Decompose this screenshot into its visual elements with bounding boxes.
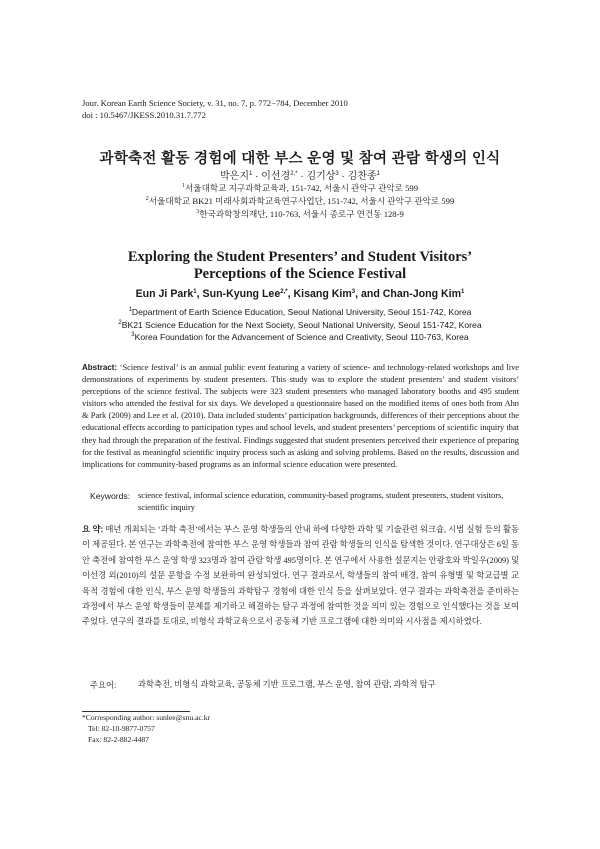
korean-keywords-text: 과학축전, 비형식 과학교육, 공동체 기반 프로그램, 부스 운영, 참여 관람, 과학적 탐구 (138, 680, 436, 689)
author-separator: · (297, 171, 307, 182)
english-title (30, 249, 570, 283)
keywords (82, 490, 519, 514)
korean-keywords-label: 주요어: (90, 680, 117, 690)
author-connector: , (287, 288, 294, 300)
affiliation-sup: 3 (196, 208, 200, 215)
author-name: Sun-Kyung Lee (202, 288, 281, 300)
affiliation-text: Korea Foundation for the Advancement of Science and Creativity, Seoul 110-763, Korea (134, 332, 469, 343)
korean-abstract-label: 요 약: (82, 524, 104, 534)
author-connector: , and (355, 288, 383, 300)
author-sup: 3 (351, 289, 356, 295)
english-authors (30, 288, 570, 300)
doi: doi : 10.5467/JKESS.2010.31.7.772 (82, 110, 206, 120)
footnote (82, 713, 210, 746)
korean-affiliations (30, 182, 570, 220)
korean-authors (30, 167, 570, 182)
affiliation (30, 182, 570, 195)
affiliation (30, 306, 570, 319)
affiliation-sup: 2 (118, 319, 122, 326)
corresponding-author: *Corresponding author: sunlee@snu.ac.kr (82, 713, 211, 722)
author-sup: 1 (376, 171, 380, 177)
author-name: Eun Ji Park (135, 288, 194, 300)
author-name: 김기상 (306, 171, 336, 182)
affiliation-text: Department of Earth Science Education, Seoul National University, Seoul 151-742, Korea (131, 307, 472, 317)
english-title-line: Perceptions of the Science Festival (193, 266, 407, 282)
affiliation-text: 서울대학교 BK21 미래사회과학교육연구사업단, 151-742, 서울시 관악구 관악로 599 (148, 195, 455, 206)
author-name: 이선경 (261, 171, 291, 182)
abstract (82, 362, 519, 471)
author-sup: 1 (248, 171, 253, 177)
affiliation-text: 한국과학창의재단, 110-763, 서울시 종로구 연건동 128-9 (199, 208, 404, 219)
author-name: 박은지 (220, 171, 249, 182)
korean-keywords (82, 679, 519, 691)
abstract-text: ‘Science festival’ is an annual public event featuring a variety of science- and technology-related workshops and live demonstrations of experiments by student presenters. This study was to explore the student presenters’ and student visitors’ perceptions of the science festival. The subjects were 323 student presenters who managed laboratory booths and 495 student visitors who attended the festival for six days. We developed a questionnaire based on the modified items of ones both from Ahn & Park (2009) and Lee et al. (2010). Data included students’ participation backgrounds, differences of their perceptions about the educational effects according to participation types and school levels, and student presenters’ perceptions of scientific inquiry that they had through the preparation of the festival. Findings suggested that student presenters perceived their experience of preparing for the festival as meaningful scientific inquiry process such as asking and solving problems. Based on the results, discussion and implications for community-based programs as an informal science education were presented. (82, 363, 519, 469)
author-name: Chan-Jong Kim (382, 288, 462, 300)
abstract-label: Abstract: (82, 363, 118, 372)
keywords-text: science festival, informal science education, community-based programs, student presenters, student visitors, scientific inquiry (138, 491, 504, 513)
affiliation-text: BK21 Science Education for the Next Society, Seoul National University, Seoul 151-742, Korea (121, 319, 482, 330)
affiliation (30, 195, 570, 208)
korean-title: 과학축전 활동 경험에 대한 부스 운영 및 참여 관람 학생의 인식 (99, 151, 501, 167)
affiliation-sup: 1 (181, 183, 185, 189)
author-connector: , (196, 288, 203, 300)
author-separator: · (252, 171, 262, 182)
affiliation-text: 서울대학교 지구과학교육과, 151-742, 서울시 관악구 관악로 599 (184, 183, 419, 193)
footnote-divider (82, 711, 190, 712)
journal-citation: Jour. Korean Earth Science Society, v. 31, no. 7, p. 772−784, December 2010 (82, 98, 348, 108)
telephone: Tel: 82-10-9877-0757 (88, 723, 155, 733)
author-separator: · (338, 171, 348, 182)
author-sup: 3 (335, 171, 339, 177)
journal-header (82, 97, 522, 121)
affiliation-sup: 1 (128, 307, 132, 313)
author-sup: 2,* (280, 289, 288, 295)
author-sup: 1 (461, 289, 465, 295)
english-title-line: Exploring the Student Presenters’ and Student Visitors’ (127, 249, 473, 265)
korean-abstract-text: 매년 개최되는 ‘과학 축전’에서는 부스 운영 학생들의 안내 하에 다양한 과학 및 기술관련 워크숍, 시범 실험 등의 활동이 제공된다. 본 연구는 과학축전에 참여한 부스 운영 학생들과 참여 관람 학생들의 인식을 탐색한 것이다. 연구대상은 6일 동안 축전에 참여한 부스 운영 학생 323명과 참여 관람 학생 495명이다. 본 연구에서 사용한 설문지는 안광호와 박일우(2009) 및 이선경 외(2010)의 설문 문항을 수정 보완하여 완성되었다. 연구 결과로서, 학생들의 참여 배경, 참여 유형별 및 학교급별 교육적 경험에 대한 인식, 부스 운영 학생들의 과학탐구 경험에 대한 인식 등을 살펴보았다. 연구 결과는 과학축전을 준비하는 과정에서 부스 운영 학생들이 문제를 제기하고 해결하는 탐구 과정에 참여한 것을 의미 있는 경험으로 인식했다는 것을 보여주었다. 연구의 결과를 토대로, 비형식 과학교육으로서 공동체 기반 프로그램에 대한 의미와 시사점을 제시하였다. (82, 525, 520, 627)
affiliation-sup: 2 (145, 195, 149, 202)
author-sup: 2,* (290, 171, 298, 177)
affiliation-sup: 3 (131, 332, 135, 339)
affiliation (30, 319, 570, 332)
author-name: 김찬종 (347, 171, 377, 182)
fax: Fax: 82-2-882-4487 (88, 734, 149, 744)
affiliation (30, 208, 570, 221)
affiliation (30, 331, 570, 344)
keywords-label: Keywords: (90, 491, 131, 501)
korean-abstract (82, 522, 519, 630)
author-sup: 1 (193, 289, 197, 295)
english-affiliations (30, 306, 570, 344)
author-name: Kisang Kim (293, 288, 352, 300)
